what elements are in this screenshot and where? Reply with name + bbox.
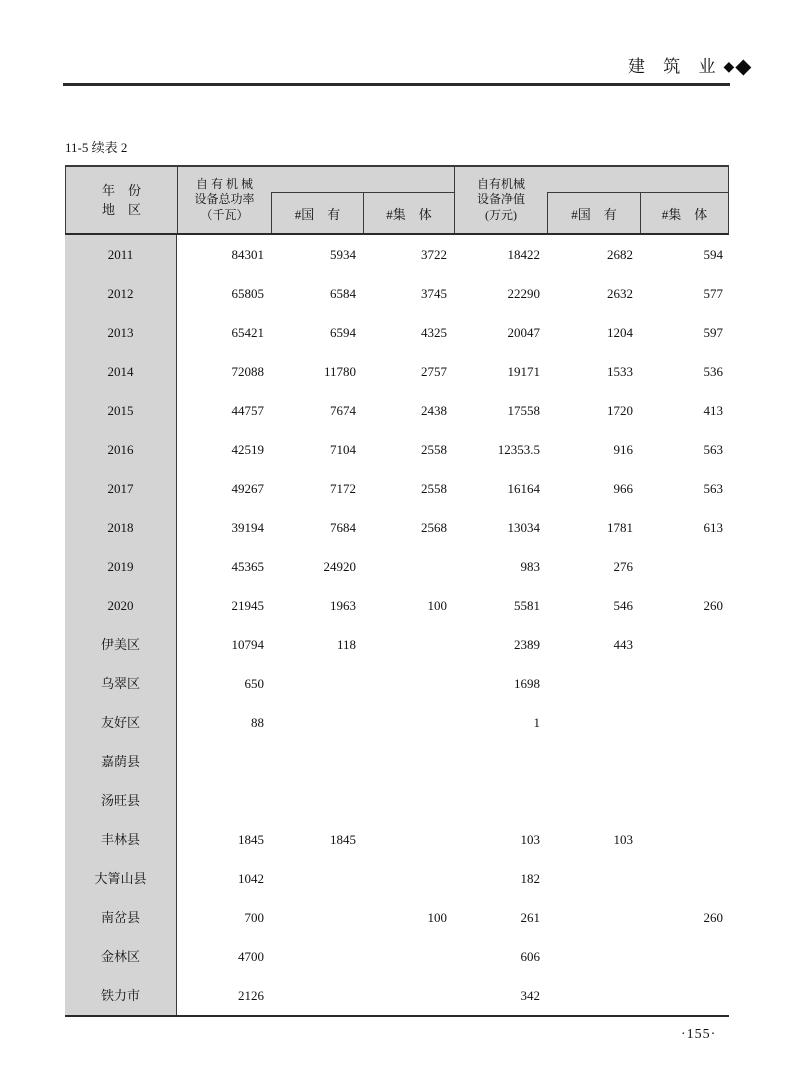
row-label: 伊美区 bbox=[65, 625, 177, 664]
value-cell bbox=[270, 781, 362, 820]
value-cell: 1698 bbox=[514, 676, 540, 691]
value-cell bbox=[546, 937, 639, 976]
value-cell: 3722 bbox=[421, 247, 447, 262]
value-cell: 7674 bbox=[330, 403, 356, 418]
header-value-collective-cell: #集 体 bbox=[640, 193, 728, 233]
value-cell: 6594 bbox=[330, 325, 356, 340]
value-cell bbox=[362, 625, 453, 664]
row-label: 2012 bbox=[65, 274, 177, 313]
value-cell: 1042 bbox=[238, 871, 264, 886]
value-cell bbox=[270, 703, 362, 742]
value-cell bbox=[270, 976, 362, 1015]
value-cell bbox=[453, 781, 546, 820]
row-label: 铁力市 bbox=[65, 976, 177, 1015]
row-label: 汤旺县 bbox=[65, 781, 177, 820]
value-cell: 1845 bbox=[238, 832, 264, 847]
value-cell: 11780 bbox=[323, 364, 356, 379]
value-cell: 563 bbox=[703, 442, 723, 457]
value-cell bbox=[546, 664, 639, 703]
table-row bbox=[65, 430, 729, 469]
value-cell: 6584 bbox=[330, 286, 356, 301]
table-row bbox=[65, 781, 729, 820]
value-cell bbox=[639, 703, 729, 742]
value-cell: 72088 bbox=[231, 364, 264, 379]
value-cell bbox=[546, 976, 639, 1015]
value-cell: 44757 bbox=[231, 403, 264, 418]
table-row bbox=[65, 235, 729, 274]
value-cell: 606 bbox=[520, 949, 540, 964]
header-value-total-cell bbox=[455, 167, 547, 233]
value-cell: 4325 bbox=[421, 325, 447, 340]
value-cell bbox=[362, 937, 453, 976]
row-label: 2018 bbox=[65, 508, 177, 547]
value-cell bbox=[546, 781, 639, 820]
row-label: 金林区 bbox=[65, 937, 177, 976]
row-label: 友好区 bbox=[65, 703, 177, 742]
row-label: 南岔县 bbox=[65, 898, 177, 937]
value-cell bbox=[362, 703, 453, 742]
value-cell: 7104 bbox=[330, 442, 356, 457]
table-row bbox=[65, 898, 729, 937]
value-cell bbox=[639, 859, 729, 898]
value-cell: 413 bbox=[703, 403, 723, 418]
row-label: 乌翠区 bbox=[65, 664, 177, 703]
table-row bbox=[65, 664, 729, 703]
table-row bbox=[65, 274, 729, 313]
value-cell: 2389 bbox=[514, 637, 540, 652]
value-cell bbox=[639, 820, 729, 859]
value-cell: 21945 bbox=[231, 598, 264, 613]
value-cell bbox=[546, 898, 639, 937]
value-cell: 2558 bbox=[421, 481, 447, 496]
value-cell bbox=[362, 859, 453, 898]
header-region-label: 地 区 bbox=[101, 202, 141, 217]
value-cell: 118 bbox=[336, 637, 356, 652]
value-cell: 1720 bbox=[607, 403, 633, 418]
value-cell: 103 bbox=[613, 832, 633, 847]
header-year-region-cell bbox=[66, 167, 178, 233]
value-cell: 39194 bbox=[231, 520, 264, 535]
table-row bbox=[65, 820, 729, 859]
table-row bbox=[65, 547, 729, 586]
value-cell: 577 bbox=[703, 286, 723, 301]
page-number: ·155· bbox=[681, 1027, 717, 1042]
masthead bbox=[628, 56, 751, 77]
value-cell bbox=[639, 976, 729, 1015]
value-cell: 65805 bbox=[231, 286, 264, 301]
value-cell: 5934 bbox=[330, 247, 356, 262]
header-power-line3: （千瓦） bbox=[200, 207, 249, 222]
value-cell: 84301 bbox=[231, 247, 264, 262]
value-cell bbox=[639, 625, 729, 664]
value-cell: 650 bbox=[244, 676, 264, 691]
table-row bbox=[65, 937, 729, 976]
header-power-line1: 自 有 机 械 bbox=[195, 176, 253, 191]
row-label: 2020 bbox=[65, 586, 177, 625]
row-label: 2011 bbox=[65, 235, 177, 274]
row-label: 2015 bbox=[65, 391, 177, 430]
header-power-total-cell bbox=[178, 167, 271, 233]
value-cell bbox=[362, 976, 453, 1015]
row-label: 丰林县 bbox=[65, 820, 177, 859]
diamond-icon-large: ◆ bbox=[735, 54, 752, 78]
masthead-rule bbox=[63, 83, 730, 86]
header-value-subgroup bbox=[547, 192, 728, 233]
header-power-line2: 设备总功率 bbox=[194, 192, 255, 207]
table-label: 11-5 续表 2 bbox=[65, 140, 128, 155]
value-cell bbox=[639, 781, 729, 820]
value-cell: 2438 bbox=[421, 403, 447, 418]
value-cell: 13034 bbox=[507, 520, 540, 535]
value-cell: 3745 bbox=[421, 286, 447, 301]
value-cell: 2682 bbox=[607, 247, 633, 262]
value-cell bbox=[639, 937, 729, 976]
header-power-subgroup bbox=[271, 192, 454, 233]
value-cell: 16164 bbox=[507, 481, 540, 496]
table-body bbox=[65, 235, 729, 1017]
table-row bbox=[65, 313, 729, 352]
value-cell bbox=[453, 742, 546, 781]
value-cell: 18422 bbox=[507, 247, 540, 262]
value-cell: 1963 bbox=[330, 598, 356, 613]
value-cell: 182 bbox=[520, 871, 540, 886]
value-cell: 7684 bbox=[330, 520, 356, 535]
table-row bbox=[65, 976, 729, 1015]
row-label: 2016 bbox=[65, 430, 177, 469]
value-cell: 443 bbox=[613, 637, 633, 652]
value-cell bbox=[270, 742, 362, 781]
value-cell: 597 bbox=[703, 325, 723, 340]
value-cell: 1533 bbox=[607, 364, 633, 379]
value-cell: 17558 bbox=[507, 403, 540, 418]
value-cell: 2632 bbox=[607, 286, 633, 301]
value-cell: 2568 bbox=[421, 520, 447, 535]
header-value-line1: 自有机械 bbox=[476, 176, 525, 191]
value-cell: 88 bbox=[251, 715, 264, 730]
value-cell: 563 bbox=[703, 481, 723, 496]
value-cell bbox=[546, 859, 639, 898]
value-cell: 260 bbox=[703, 598, 723, 613]
value-cell: 1845 bbox=[330, 832, 356, 847]
header-value-state-cell: #国 有 bbox=[571, 206, 617, 222]
value-cell: 19171 bbox=[507, 364, 540, 379]
table-row bbox=[65, 742, 729, 781]
diamond-icon-small: ◆ bbox=[723, 60, 735, 75]
table-row bbox=[65, 508, 729, 547]
table-row bbox=[65, 352, 729, 391]
value-cell: 276 bbox=[613, 559, 633, 574]
value-cell: 342 bbox=[520, 988, 540, 1003]
value-cell bbox=[362, 781, 453, 820]
header-power-state-cell: #国 有 bbox=[294, 206, 341, 222]
header-power-collective-cell: #集 体 bbox=[363, 193, 454, 233]
value-cell bbox=[177, 781, 270, 820]
value-cell bbox=[270, 859, 362, 898]
table-row bbox=[65, 859, 729, 898]
value-cell: 966 bbox=[613, 481, 633, 496]
value-cell: 22290 bbox=[507, 286, 540, 301]
table-row bbox=[65, 469, 729, 508]
value-cell: 49267 bbox=[231, 481, 264, 496]
value-cell: 42519 bbox=[231, 442, 264, 457]
value-cell: 103 bbox=[520, 832, 540, 847]
value-cell: 45365 bbox=[231, 559, 264, 574]
value-cell: 261 bbox=[520, 910, 540, 925]
table-row bbox=[65, 586, 729, 625]
row-label: 2017 bbox=[65, 469, 177, 508]
value-cell bbox=[362, 664, 453, 703]
value-cell: 983 bbox=[520, 559, 540, 574]
value-cell bbox=[546, 742, 639, 781]
row-label: 大箐山县 bbox=[65, 859, 177, 898]
table-row bbox=[65, 703, 729, 742]
value-cell bbox=[177, 742, 270, 781]
table-row bbox=[65, 625, 729, 664]
value-cell: 594 bbox=[703, 247, 723, 262]
row-label: 嘉荫县 bbox=[65, 742, 177, 781]
value-cell: 7172 bbox=[330, 481, 356, 496]
value-cell: 1781 bbox=[607, 520, 633, 535]
masthead-title: 建 筑 业 bbox=[628, 57, 723, 76]
value-cell: 536 bbox=[703, 364, 723, 379]
value-cell bbox=[270, 898, 362, 937]
yearbook-table bbox=[65, 165, 729, 1017]
value-cell: 20047 bbox=[507, 325, 540, 340]
value-cell bbox=[639, 547, 729, 586]
value-cell: 100 bbox=[427, 598, 447, 613]
value-cell: 10794 bbox=[231, 637, 264, 652]
row-label: 2014 bbox=[65, 352, 177, 391]
value-cell: 1 bbox=[533, 715, 540, 730]
value-cell: 4700 bbox=[238, 949, 264, 964]
value-cell: 100 bbox=[427, 910, 447, 925]
value-cell bbox=[639, 664, 729, 703]
value-cell: 260 bbox=[703, 910, 723, 925]
row-label: 2013 bbox=[65, 313, 177, 352]
value-cell: 5581 bbox=[514, 598, 540, 613]
value-cell: 24920 bbox=[323, 559, 356, 574]
value-cell bbox=[362, 742, 453, 781]
row-label: 2019 bbox=[65, 547, 177, 586]
value-cell bbox=[270, 664, 362, 703]
table-header bbox=[65, 165, 729, 235]
value-cell: 65421 bbox=[231, 325, 264, 340]
value-cell: 2757 bbox=[421, 364, 447, 379]
value-cell: 12353.5 bbox=[497, 442, 540, 457]
value-cell bbox=[546, 703, 639, 742]
table-row bbox=[65, 391, 729, 430]
value-cell bbox=[639, 742, 729, 781]
value-cell: 2126 bbox=[238, 988, 264, 1003]
value-cell: 916 bbox=[613, 442, 633, 457]
value-cell: 613 bbox=[703, 520, 723, 535]
value-cell: 2558 bbox=[421, 442, 447, 457]
value-cell: 700 bbox=[244, 910, 264, 925]
value-cell: 546 bbox=[613, 598, 633, 613]
value-cell bbox=[270, 937, 362, 976]
value-cell bbox=[362, 820, 453, 859]
header-value-line2: 设备净值 bbox=[476, 192, 525, 207]
header-year-label: 年 份 bbox=[101, 183, 141, 198]
header-value-line3: (万元) bbox=[485, 207, 517, 222]
value-cell: 1204 bbox=[607, 325, 633, 340]
value-cell bbox=[362, 547, 453, 586]
